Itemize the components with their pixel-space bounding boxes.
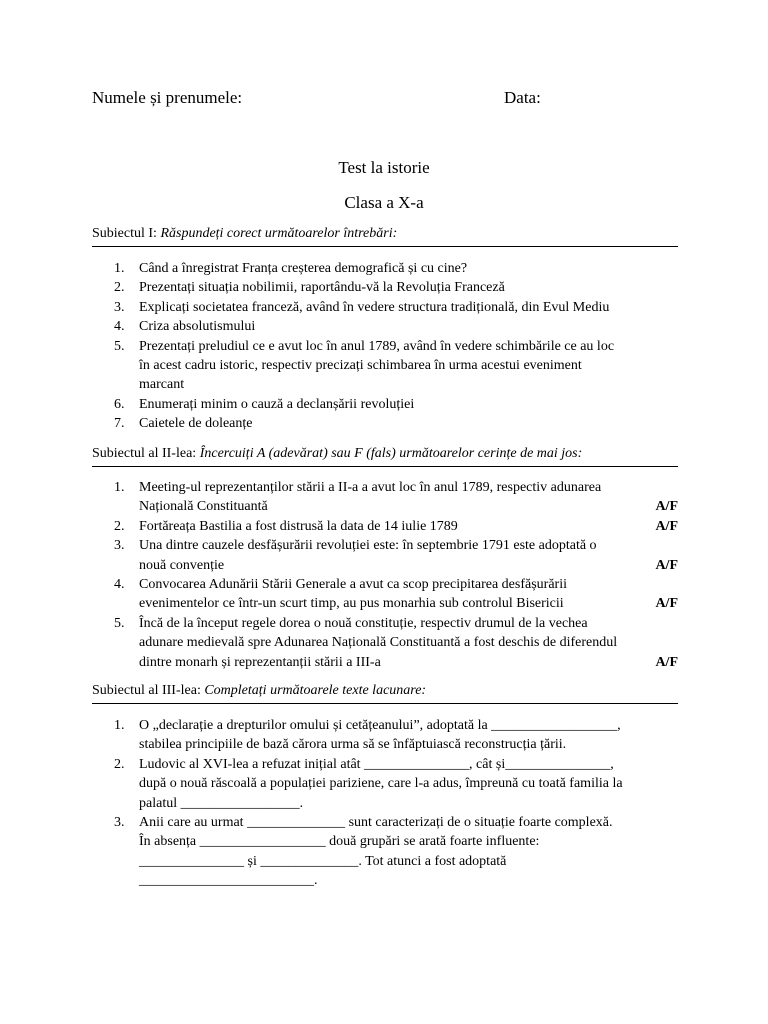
item-number: 5. [114,615,125,631]
item-text-line: Meeting-ul reprezentanților stării a II-a a avut loc în anul 1789, respectiv adunarea [139,480,602,495]
list-item [92,517,678,536]
item-text-line: Ludovic al XVI-lea a refuzat inițial atât _______________, cât și_______________, [139,756,614,772]
list-item [92,337,678,395]
section-2-heading [92,446,678,467]
item-text-line: Când a înregistrat Franța creșterea demografică și cu cine? [139,261,468,276]
item-text-line: Caietele de doleanțe [139,416,253,432]
item-number: 7. [114,416,125,432]
list-item [92,395,678,414]
list-item [92,298,678,317]
item-number: 1. [114,261,125,276]
item-text-line: Criza absolutismului [139,319,256,335]
list-item [92,478,678,517]
item-number: 3. [114,815,125,831]
item-number: 3. [114,538,125,554]
section-1-heading [92,226,678,247]
section-3-instruction: Completați următoarele texte lacunare: [204,683,427,698]
true-false-mark[interactable]: A/F [655,557,678,573]
item-number: 2. [114,280,125,296]
list-item [92,536,678,575]
item-text-line: _________________________. [139,873,318,889]
item-text-line: marcant [139,377,185,393]
section-1-questions [92,259,678,434]
list-item [92,278,678,297]
item-number: 3. [114,299,125,315]
section-3-heading [92,683,678,704]
item-text-line: dintre monarh și reprezentanții stării a III-a A/F [139,653,678,672]
item-text-line: Anii care au urmat ______________ sunt caracterizați de o situație foarte complexă. [139,815,613,831]
section-3-fill-ins [92,716,678,891]
true-false-mark[interactable]: A/F [655,518,678,534]
list-item [92,414,678,433]
item-text-line: stabilea principiile de bază cărora urma să se înfăptuiască reconstrucția țării. [139,737,567,753]
item-text-line: Fortăreața Bastilia a fost distrusă la data de 14 iulie 1789 A/F [139,517,678,536]
item-text-line: palatul _________________. [139,795,304,811]
item-text-line: Prezentați situația nobilimii, raportându-vă la Revoluția Franceză [139,280,505,296]
item-number: 2. [114,518,125,534]
item-number: 6. [114,396,125,412]
section-2-instruction: Încercuiți A (adevărat) sau F (fals) următoarelor cerințe de mai jos: [199,446,583,461]
item-text-line: Explicați societatea franceză, având în vedere structura tradițională, din Evul Mediu [139,299,610,315]
list-item [92,614,678,672]
list-item [92,813,678,891]
list-item [92,716,678,755]
true-false-mark[interactable]: A/F [655,596,678,612]
test-title: Test la istorie [338,158,430,177]
item-text-line: Prezentați preludiul ce e avut loc în anul 1789, având în vedere schimbările ce au loc [139,338,615,354]
item-text-line: nouă convenție A/F [139,556,678,575]
item-text-line: În absența __________________ două grupări se arată foarte influente: [139,834,540,850]
item-number: 4. [114,319,125,335]
item-text-line: _______________ și ______________. Tot atunci a fost adoptată [139,853,507,869]
item-number: 1. [114,718,125,733]
list-item [92,575,678,614]
item-text-line: în acest cadru istoric, respectiv precizați schimbarea în urma acestui eveniment [139,358,582,374]
item-number: 4. [114,577,125,593]
item-text-line: Națională Constituantă A/F [139,497,678,516]
section-2-prefix: Subiectul al II-lea: [92,446,200,461]
true-false-mark[interactable]: A/F [655,499,678,515]
section-2-statements [92,478,678,672]
item-text-line: Enumerați minim o cauză a declanșării revoluției [139,396,415,412]
item-text-line: Convocarea Adunării Stării Generale a avut ca scop precipitarea desfășurării [139,577,567,593]
true-false-mark[interactable]: A/F [655,654,678,670]
item-text-line: Una dintre cauzele desfășurării revoluției este: în septembrie 1791 este adoptată o [139,538,597,554]
date-label: Data: [504,88,541,107]
item-text-line: Încă de la început regele dorea o nouă constituție, respectiv drumul de la vechea [139,615,588,631]
name-label: Numele și prenumele: [92,88,243,107]
item-text-line: evenimentelor ce într-un scurt timp, au pus monarhia sub controlul Bisericii A/F [139,594,678,613]
list-item [92,317,678,336]
item-number: 5. [114,338,125,354]
item-number: 2. [114,756,125,772]
item-number: 1. [114,480,125,495]
list-item [92,755,678,813]
item-text-line: adunare medievală spre Adunarea Națională Constituantă a fost deschis de diferendul [139,635,618,651]
section-3-prefix: Subiectul al III-lea: [92,683,205,698]
class-subtitle: Clasa a X-a [344,193,424,212]
section-1-instruction: Răspundeți corect următoarelor întrebări: [160,226,398,241]
section-1-prefix: Subiectul I: [92,226,161,241]
item-text-line: după o nouă răscoală a populației pariziene, care l-a adus, împreună cu toată familia la [139,776,623,792]
list-item [92,259,678,278]
item-text-line: O „declarație a drepturilor omului și cetățeanului”, adoptată la __________________, [139,718,621,733]
